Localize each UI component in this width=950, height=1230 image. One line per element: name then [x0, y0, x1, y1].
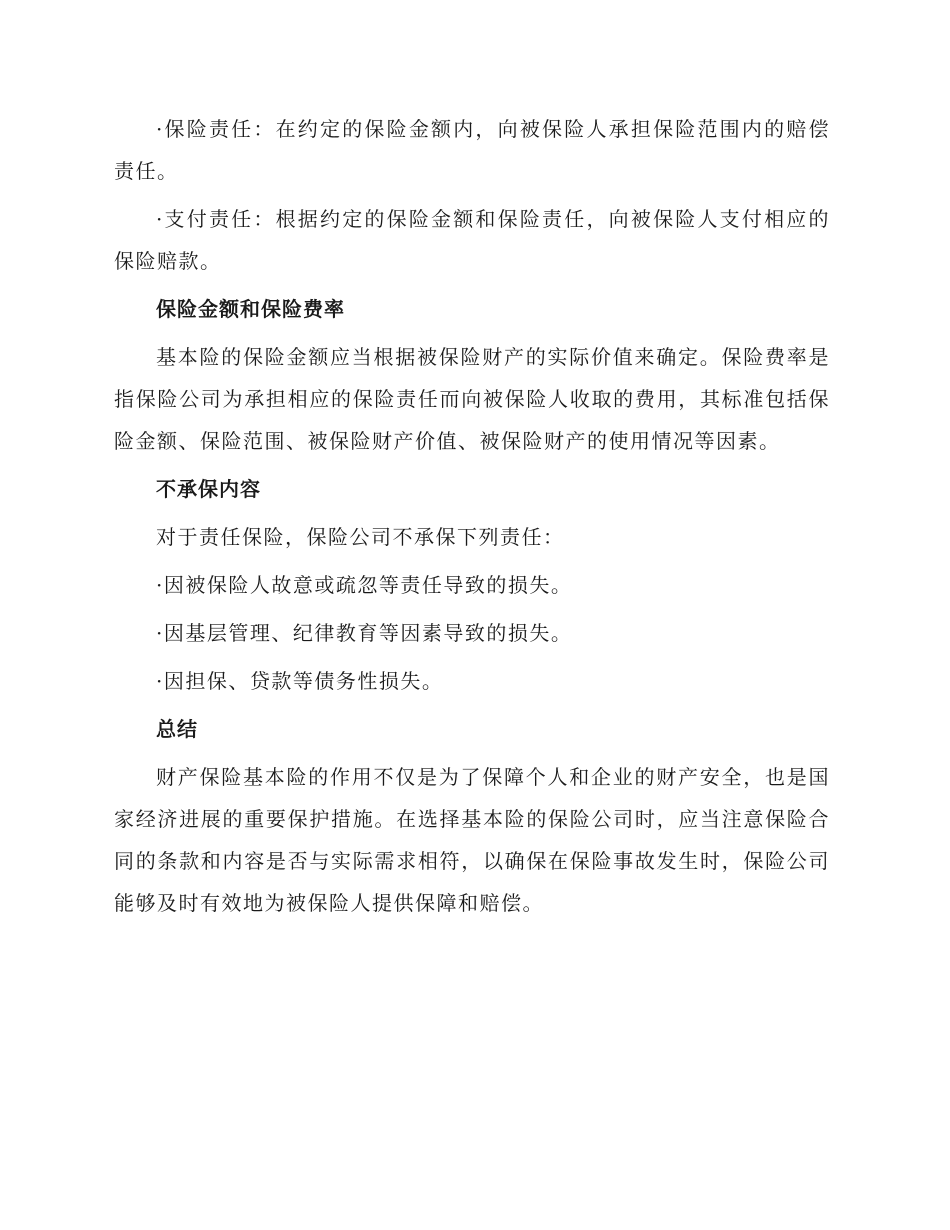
heading-amount-and-rate: 保险金额和保险费率	[156, 297, 345, 321]
paragraph-amount-and-rate: 基本险的保险金额应当根据被保险财产的实际价值来确定。保险费率是指保险公司为承担相应的保险责任而向被保险人收取的费用，其标准包括保险金额、保险范围、被保险财产价值、被保险财产的使用情况等因素。	[114, 345, 830, 453]
list-item-exclusion-1: ·因被保险人故意或疏忽等责任导致的损失。	[156, 573, 573, 597]
list-item-exclusion-2: ·因基层管理、纪律教育等因素导致的损失。	[156, 621, 573, 645]
document-body	[114, 108, 830, 924]
paragraph-exclusions-intro: 对于责任保险，保险公司不承保下列责任：	[156, 525, 565, 549]
heading-exclusions: 不承保内容	[156, 477, 261, 501]
paragraph-summary: 财产保险基本险的作用不仅是为了保障个人和企业的财产安全，也是国家经济进展的重要保护措施。在选择基本险的保险公司时，应当注意保险合同的条款和内容是否与实际需求相符，以确保在保险事故发生时，保险公司能够及时有效地为被保险人提供保障和赔偿。	[114, 765, 830, 915]
paragraph-insurance-liability: ·保险责任：在约定的保险金额内，向被保险人承担保险范围内的赔偿责任。	[114, 117, 830, 183]
paragraph-payment-liability: ·支付责任：根据约定的保险金额和保险责任，向被保险人支付相应的保险赔款。	[114, 207, 830, 273]
list-item-exclusion-3: ·因担保、贷款等债务性损失。	[156, 669, 444, 693]
heading-summary: 总结	[156, 717, 198, 741]
